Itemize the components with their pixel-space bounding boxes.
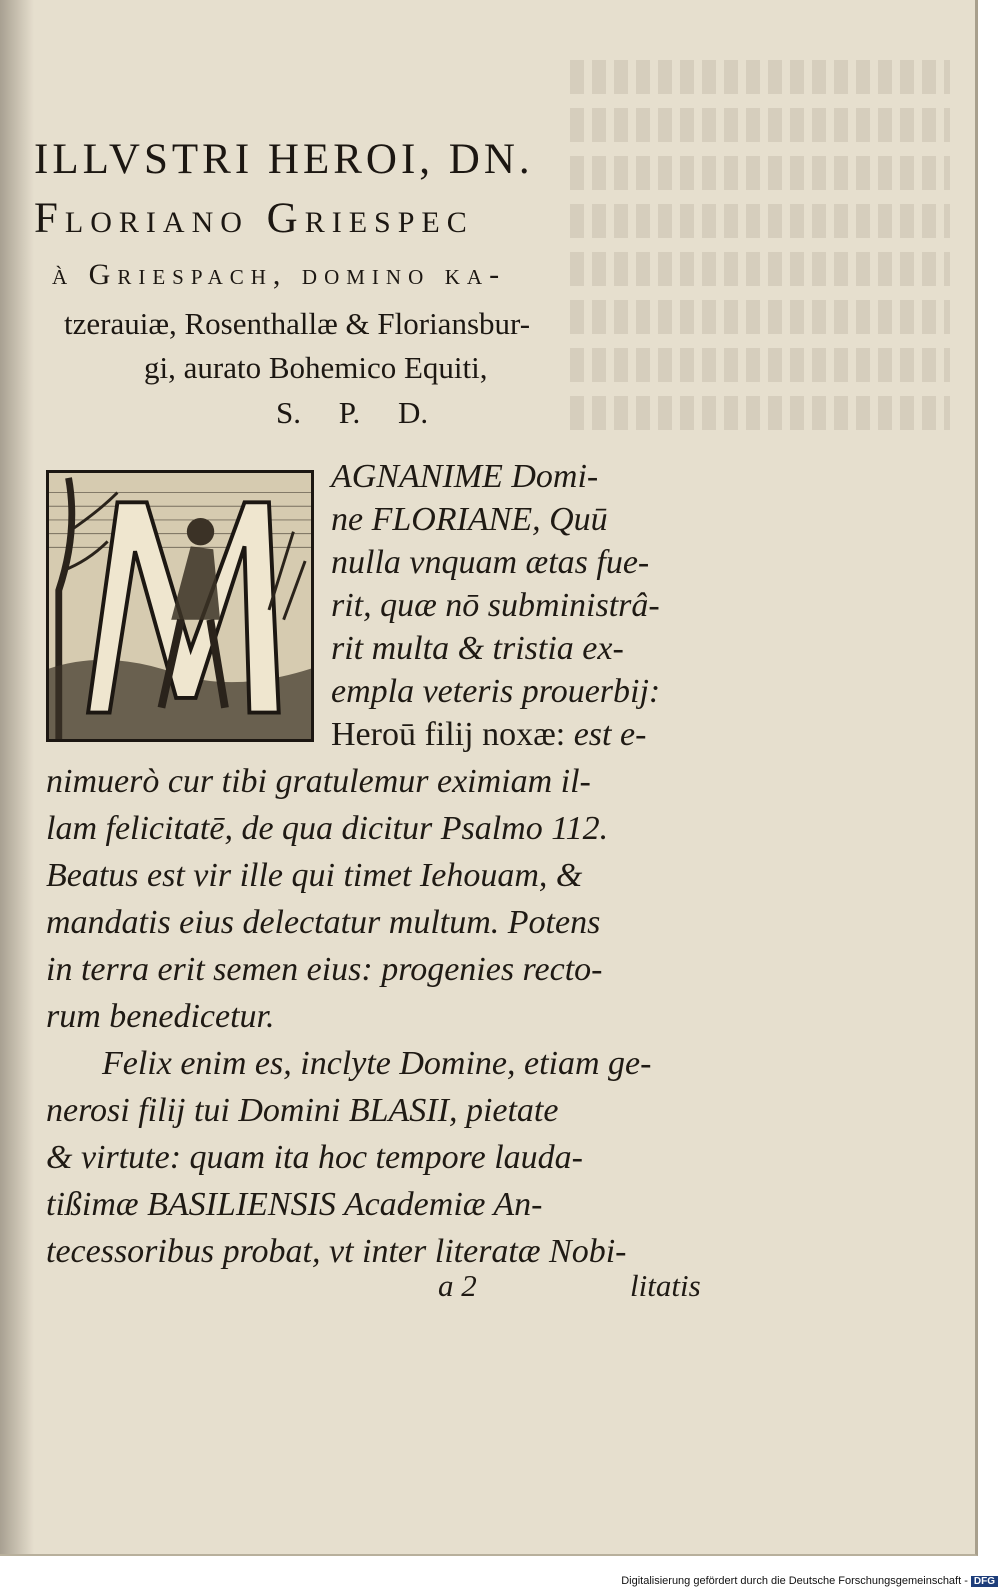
heading-line-4: tzerauiæ, Rosenthallæ & Floriansbur- bbox=[64, 306, 531, 341]
body-line: & virtute: quam ita hoc tempore lauda- bbox=[46, 1139, 583, 1176]
digitization-credit bbox=[621, 1575, 998, 1587]
body-line: ne FLORIANE, Quū bbox=[331, 501, 608, 538]
heading-line-3: à Griespach, domino ka- bbox=[52, 258, 507, 291]
body-line: tißimæ BASILIENSIS Academiæ An- bbox=[46, 1186, 543, 1223]
signature-mark: a 2 bbox=[438, 1268, 477, 1303]
gutter-shadow bbox=[0, 0, 34, 1554]
woodcut-initial-M-icon bbox=[46, 470, 314, 742]
body-line: nerosi filij tui Domini BLASII, pietate bbox=[46, 1092, 559, 1129]
heading-line-5: gi, aurato Bohemico Equiti, bbox=[144, 350, 488, 385]
body-line: rit, quæ nō subministrâ- bbox=[331, 587, 660, 624]
body-line: nimuerò cur tibi gratulemur eximiam il- bbox=[46, 763, 591, 800]
body-line: nulla vnquam ætas fue- bbox=[331, 544, 650, 581]
body-line: empla veteris prouerbij: bbox=[331, 673, 661, 710]
catchword: litatis bbox=[630, 1268, 701, 1303]
heading-line-6: S. P. D. bbox=[276, 395, 429, 430]
body-line: Felix enim es, inclyte Domine, etiam ge- bbox=[102, 1045, 652, 1082]
heading-line-2: Floriano Griespec bbox=[34, 195, 474, 242]
heroum-proverb: Heroū filij noxæ: bbox=[331, 716, 566, 753]
dfg-logo-icon: DFG bbox=[971, 1576, 998, 1587]
heading-line-1: ILLVSTRI HEROI, DN. bbox=[34, 136, 534, 183]
heroum-continuation: est e- bbox=[565, 716, 647, 753]
body-line: AGNANIME Domi- bbox=[331, 458, 599, 495]
body-line: tecessoribus probat, vt inter literatæ Nobi- bbox=[46, 1233, 627, 1270]
dedication-heading bbox=[34, 130, 704, 436]
body-line-heroum bbox=[331, 716, 646, 754]
body-line: rum benedicetur. bbox=[46, 998, 275, 1035]
body-line: rit multa & tristia ex- bbox=[331, 630, 624, 667]
body-line: Beatus est vir ille qui timet Iehouam, & bbox=[46, 857, 583, 894]
body-line: lam felicitatē, de qua dicitur Psalmo 112. bbox=[46, 810, 609, 847]
credit-text: Digitalisierung gefördert durch die Deutsche Forschungsgemeinschaft - bbox=[621, 1575, 968, 1587]
body-line: mandatis eius delectatur multum. Potens bbox=[46, 904, 601, 941]
body-line: in terra erit semen eius: progenies recto- bbox=[46, 951, 603, 988]
